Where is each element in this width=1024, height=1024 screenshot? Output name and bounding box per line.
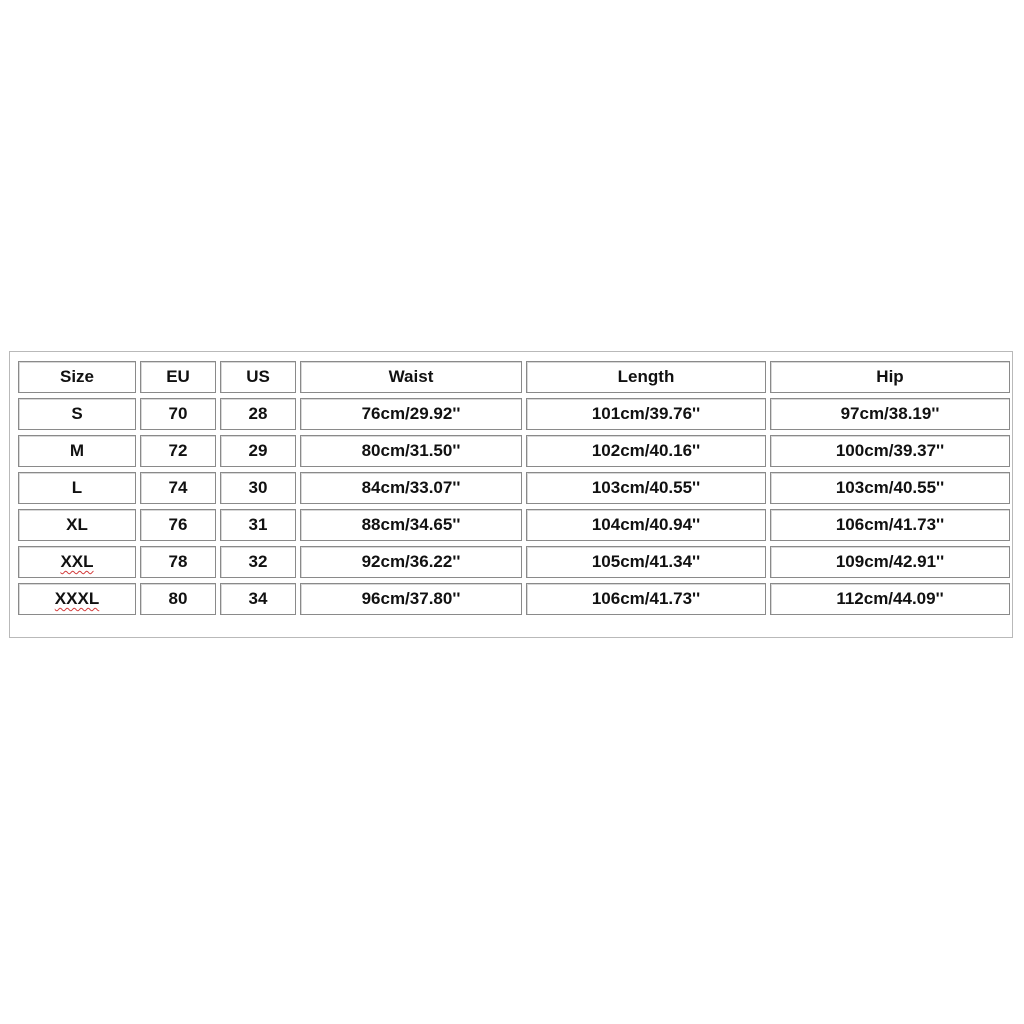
size-cell: XL xyxy=(18,509,136,541)
header-hip: Hip xyxy=(770,361,1010,393)
eu-cell: 74 xyxy=(140,472,216,504)
hip-cell: 106cm/41.73'' xyxy=(770,509,1010,541)
size-cell xyxy=(18,546,136,578)
length-cell: 105cm/41.34'' xyxy=(526,546,766,578)
length-cell: 101cm/39.76'' xyxy=(526,398,766,430)
table-row xyxy=(18,398,1010,430)
eu-cell: 78 xyxy=(140,546,216,578)
us-cell: 31 xyxy=(220,509,296,541)
waist-cell: 88cm/34.65'' xyxy=(300,509,522,541)
hip-cell: 103cm/40.55'' xyxy=(770,472,1010,504)
size-cell xyxy=(18,583,136,615)
table-row xyxy=(18,435,1010,467)
us-cell: 28 xyxy=(220,398,296,430)
header-row xyxy=(18,361,1010,393)
eu-cell: 80 xyxy=(140,583,216,615)
length-cell: 103cm/40.55'' xyxy=(526,472,766,504)
waist-cell: 80cm/31.50'' xyxy=(300,435,522,467)
eu-cell: 70 xyxy=(140,398,216,430)
size-cell: S xyxy=(18,398,136,430)
eu-cell: 72 xyxy=(140,435,216,467)
size-chart-table xyxy=(14,356,1014,620)
header-length: Length xyxy=(526,361,766,393)
us-cell: 30 xyxy=(220,472,296,504)
waist-cell: 92cm/36.22'' xyxy=(300,546,522,578)
size-chart xyxy=(9,351,1013,638)
length-cell: 104cm/40.94'' xyxy=(526,509,766,541)
header-size: Size xyxy=(18,361,136,393)
us-cell: 34 xyxy=(220,583,296,615)
length-cell: 106cm/41.73'' xyxy=(526,583,766,615)
hip-cell: 112cm/44.09'' xyxy=(770,583,1010,615)
header-eu: EU xyxy=(140,361,216,393)
length-cell: 102cm/40.16'' xyxy=(526,435,766,467)
us-cell: 29 xyxy=(220,435,296,467)
us-cell: 32 xyxy=(220,546,296,578)
table-row xyxy=(18,583,1010,615)
waist-cell: 76cm/29.92'' xyxy=(300,398,522,430)
size-label-spellcheck: XXXL xyxy=(54,589,100,608)
hip-cell: 100cm/39.37'' xyxy=(770,435,1010,467)
hip-cell: 97cm/38.19'' xyxy=(770,398,1010,430)
size-cell: L xyxy=(18,472,136,504)
table-row xyxy=(18,472,1010,504)
header-us: US xyxy=(220,361,296,393)
waist-cell: 84cm/33.07'' xyxy=(300,472,522,504)
size-cell: M xyxy=(18,435,136,467)
table-row xyxy=(18,509,1010,541)
eu-cell: 76 xyxy=(140,509,216,541)
table-row xyxy=(18,546,1010,578)
size-label-spellcheck: XXL xyxy=(60,552,94,571)
header-waist: Waist xyxy=(300,361,522,393)
hip-cell: 109cm/42.91'' xyxy=(770,546,1010,578)
waist-cell: 96cm/37.80'' xyxy=(300,583,522,615)
